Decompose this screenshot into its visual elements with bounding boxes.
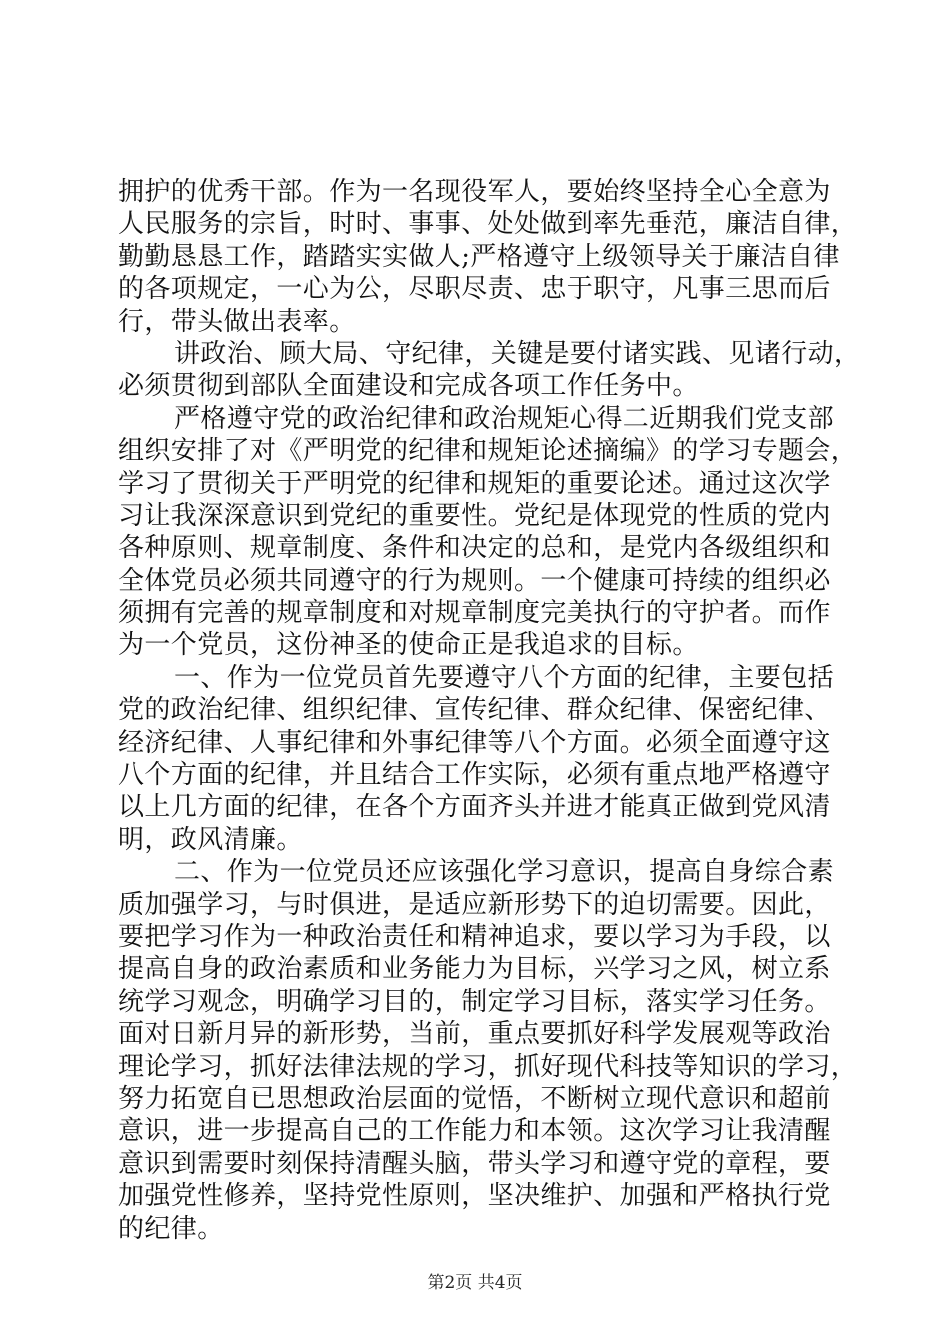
text-line: 意识到需要时刻保持清醒头脑，带头学习和遵守党的章程，要 [118,1148,831,1179]
text-line: 各种原则、规章制度、条件和决定的总和，是党内各级组织和 [118,533,831,564]
text-line: 勤勤恳恳工作，踏踏实实做人;严格遵守上级领导关于廉洁自律 [118,241,840,272]
text-line: 质加强学习，与时俱进，是适应新形势下的迫切需要。因此， [118,889,831,920]
text-line: 为一个党员，这份神圣的使命正是我追求的目标。 [118,630,699,661]
text-line: 全体党员必须共同遵守的行为规则。一个健康可持续的组织必 [118,565,831,596]
text-line: 须拥有完善的规章制度和对规章制度完美执行的守护者。而作 [118,598,831,629]
text-line: 人民服务的宗旨，时时、事事、处处做到率先垂范，廉洁自律， [118,209,858,240]
text-line: 二、作为一位党员还应该强化学习意识，提高自身综合素 [174,857,835,888]
text-line: 必须贯彻到部队全面建设和完成各项工作任务中。 [118,371,699,402]
text-line: 严格遵守党的政治纪律和政治规矩心得二近期我们党支部 [174,403,835,434]
document-body [118,176,861,1245]
text-line: 组织安排了对《严明党的纪律和规矩论述摘编》的学习专题会， [118,436,858,467]
text-line: 经济纪律、人事纪律和外事纪律等八个方面。必须全面遵守这 [118,727,831,758]
text-line: 努力拓宽自已思想政治层面的觉悟，不断树立现代意识和超前 [118,1083,831,1114]
text-line: 提高自身的政治素质和业务能力为目标，兴学习之风，树立系 [118,954,831,985]
text-line: 拥护的优秀干部。作为一名现役军人，要始终坚持全心全意为 [118,177,831,207]
text-line: 明，政风清廉。 [118,824,303,855]
text-line: 党的政治纪律、组织纪律、宣传纪律、群众纪律、保密纪律、 [118,695,831,726]
text-line: 八个方面的纪律，并且结合工作实际，必须有重点地严格遵守 [118,760,831,791]
text-line: 习让我深深意识到党纪的重要性。党纪是体现党的性质的党内 [118,500,831,531]
text-line: 以上几方面的纪律，在各个方面齐头并进才能真正做到党风清 [118,792,831,823]
text-line: 的各项规定，一心为公，尽职尽责、忠于职守，凡事三思而后 [118,274,831,305]
text-line: 理论学习，抓好法律法规的学习，抓好现代科技等知识的学习， [118,1051,858,1082]
text-line: 的纪律。 [118,1213,224,1244]
text-line: 行，带头做出表率。 [118,306,356,337]
text-line: 加强党性修养，坚持党性原则，坚决维护、加强和严格执行党 [118,1181,831,1212]
page-number-footer: 第2页 共4页 [427,1273,523,1293]
text-line: 意识，进一步提高自己的工作能力和本领。这次学习让我清醒 [118,1116,831,1147]
text-line: 一、作为一位党员首先要遵守八个方面的纪律，主要包括 [174,662,835,693]
text-line: 讲政治、顾大局、守纪律，关键是要付诸实践、见诸行动， [174,338,861,369]
text-line: 要把学习作为一种政治责任和精神追求，要以学习为手段，以 [118,921,831,952]
text-line: 面对日新月异的新形势，当前，重点要抓好科学发展观等政治 [118,1019,831,1050]
text-line: 学习了贯彻关于严明党的纪律和规矩的重要论述。通过这次学 [118,468,831,499]
text-line: 统学习观念，明确学习目的，制定学习目标，落实学习任务。 [118,986,831,1017]
